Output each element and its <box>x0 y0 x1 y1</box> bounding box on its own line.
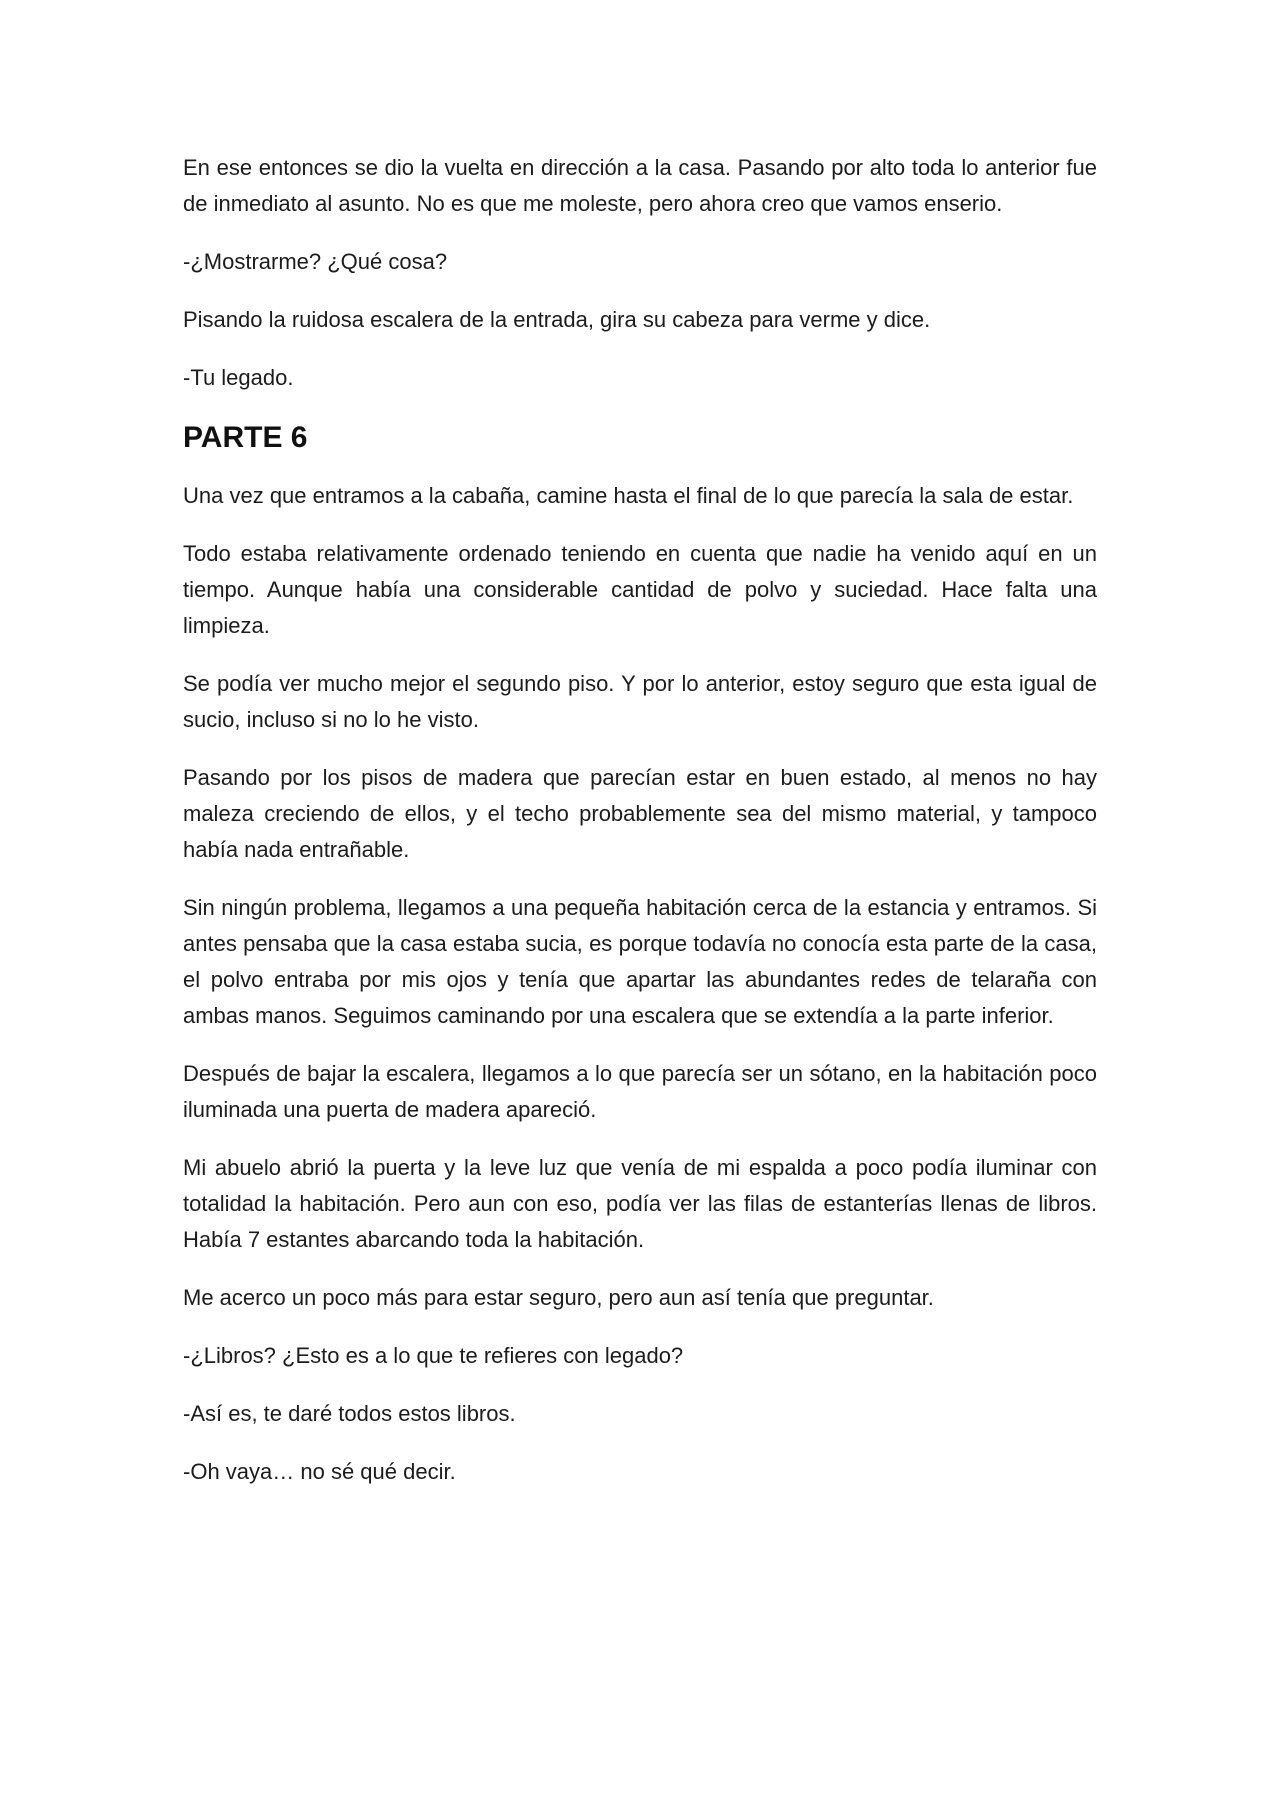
dialogue-line: -Tu legado. <box>183 365 294 390</box>
document-page <box>183 150 1097 1512</box>
paragraph: Pasando por los pisos de madera que parecían estar en buen estado, al menos no hay maleza creciendo de ellos, y el techo probablemente sea del mismo material, y tampoco había nada entrañable. <box>183 765 1097 862</box>
paragraph: Después de bajar la escalera, llegamos a lo que parecía ser un sótano, en la habitación poco iluminada una puerta de madera apareció. <box>183 1061 1097 1122</box>
paragraph: En ese entonces se dio la vuelta en dirección a la casa. Pasando por alto toda lo anterior fue de inmediato al asunto. No es que me moleste, pero ahora creo que vamos enserio. <box>183 155 1097 216</box>
paragraph: Todo estaba relativamente ordenado teniendo en cuenta que nadie ha venido aquí en un tiempo. Aunque había una considerable cantidad de polvo y suciedad. Hace falta una limpieza. <box>183 541 1097 638</box>
dialogue-line: -Así es, te daré todos estos libros. <box>183 1401 516 1426</box>
dialogue-line: -¿Libros? ¿Esto es a lo que te refieres con legado? <box>183 1343 684 1368</box>
dialogue-line: -Oh vaya… no sé qué decir. <box>183 1459 456 1484</box>
paragraph: Me acerco un poco más para estar seguro, pero aun así tenía que preguntar. <box>183 1285 934 1310</box>
paragraph: Una vez que entramos a la cabaña, camine hasta el final de lo que parecía la sala de estar. <box>183 483 1074 508</box>
paragraph: Mi abuelo abrió la puerta y la leve luz que venía de mi espalda a poco podía iluminar con totalidad la habitación. Pero aun con eso, podía ver las filas de estanterías llenas de libros. Había 7 estantes abarcando toda la habitación. <box>183 1155 1097 1252</box>
dialogue-line: -¿Mostrarme? ¿Qué cosa? <box>183 249 448 274</box>
paragraph: Sin ningún problema, llegamos a una pequeña habitación cerca de la estancia y entramos. Si antes pensaba que la casa estaba sucia, es porque todavía no conocía esta parte de la casa, el polvo entraba por mis ojos y tenía que apartar las abundantes redes de telaraña con ambas manos. Seguimos caminando por una escalera que se extendía a la parte inferior. <box>183 895 1097 1028</box>
paragraph: Se podía ver mucho mejor el segundo piso. Y por lo anterior, estoy seguro que esta igual de sucio, incluso si no lo he visto. <box>183 671 1097 732</box>
section-heading: PARTE 6 <box>183 421 308 454</box>
paragraph: Pisando la ruidosa escalera de la entrada, gira su cabeza para verme y dice. <box>183 307 931 332</box>
